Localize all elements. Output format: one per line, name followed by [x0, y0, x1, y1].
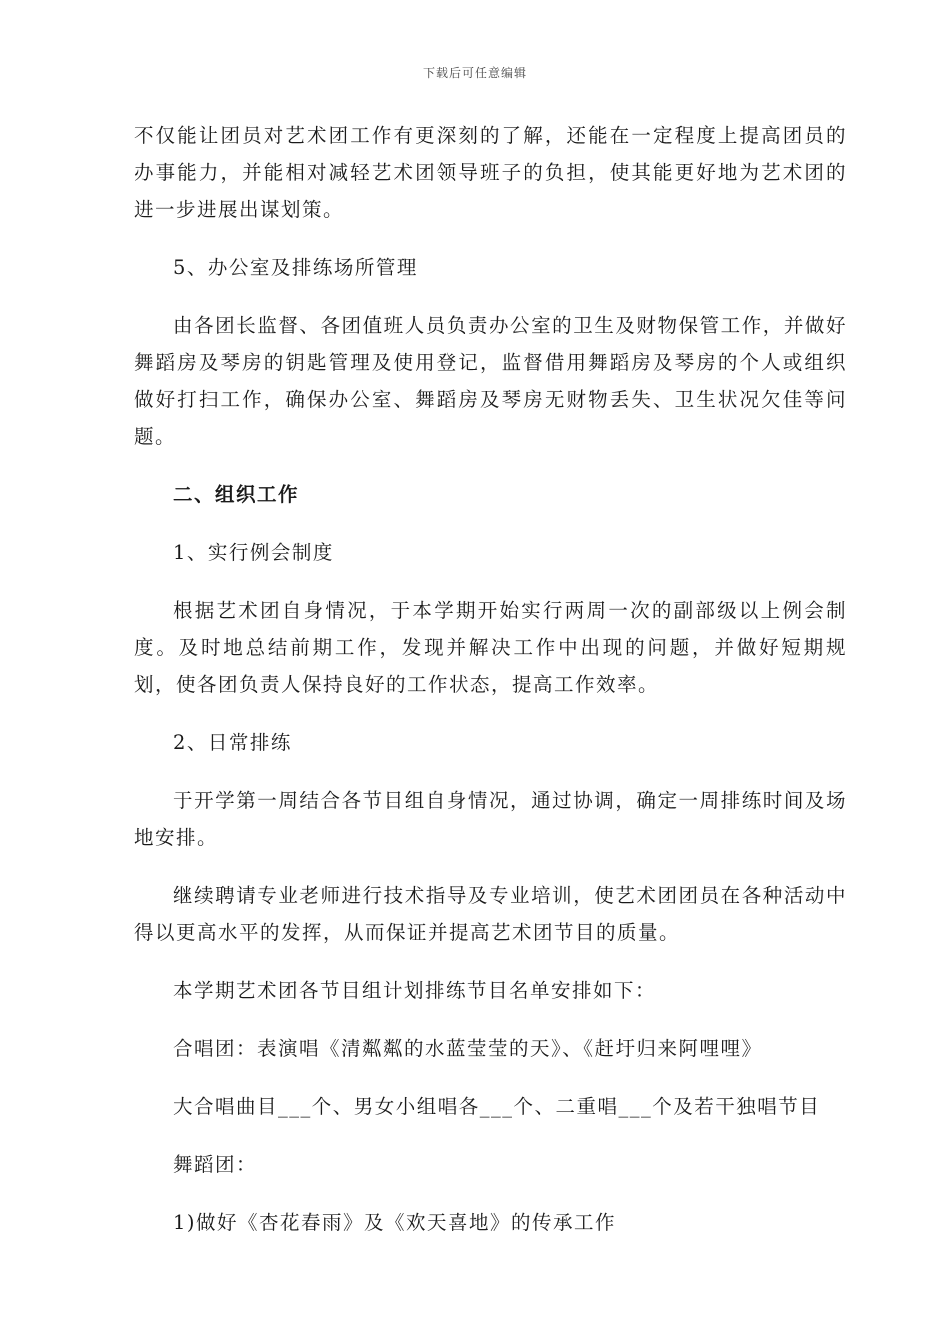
- list-item-dance-troupe: 舞蹈团：: [173, 1153, 258, 1176]
- paragraph-rehearsal-schedule: 于开学第一周结合各节目组自身情况，通过协调，确定一周排练时间及场地安排。: [134, 789, 847, 849]
- subheading-office-management: 5、办公室及排练场所管理: [173, 256, 418, 279]
- paragraph-regular-meeting: 根据艺术团自身情况，于本学期开始实行两周一次的副部级以上例会制度。及时地总结前期工作，发现并解决工作中出现的问题，并做好短期规划，使各团负责人保持良好的工作状态，提高工作效率。: [134, 599, 847, 696]
- paragraph-program-list-intro: 本学期艺术团各节目组计划排练节目名单安排如下：: [173, 979, 657, 1002]
- list-item-dance-heritage: 1)做好《杏花春雨》及《欢天喜地》的传承工作: [173, 1211, 617, 1234]
- paragraph-office-management: 由各团长监督、各团值班人员负责办公室的卫生及财物保管工作，并做好舞蹈房及琴房的钥匙管理及使用登记，监督借用舞蹈房及琴房的个人或组织做好打扫工作，确保办公室、舞蹈房及琴房无财物丢失、卫生状况欠佳等问题。: [134, 314, 847, 448]
- paragraph-professional-training: 继续聘请专业老师进行技术指导及专业培训，使艺术团团员在各种活动中得以更高水平的发挥，从而保证并提高艺术团节目的质量。: [134, 884, 847, 944]
- subheading-daily-rehearsal: 2、日常排练: [173, 731, 292, 754]
- list-item-chorus-pieces: 大合唱曲目___个、男女小组唱各___个、二重唱___个及若干独唱节目: [173, 1095, 821, 1118]
- section-heading-organization: 二、组织工作: [173, 483, 300, 506]
- list-item-choir: 合唱团：表演唱《清粼粼的水蓝莹莹的天》、《赶圩归来阿哩哩》: [173, 1037, 763, 1060]
- document-body: [134, 117, 847, 1241]
- paragraph-continuation: 不仅能让团员对艺术团工作有更深刻的了解，还能在一定程度上提高团员的办事能力，并能相对减轻艺术团领导班子的负担，使其能更好地为艺术团的进一步进展出谋划策。: [134, 124, 847, 221]
- page-header: 下载后可任意编辑: [422, 66, 527, 80]
- subheading-regular-meeting: 1、实行例会制度: [173, 541, 334, 564]
